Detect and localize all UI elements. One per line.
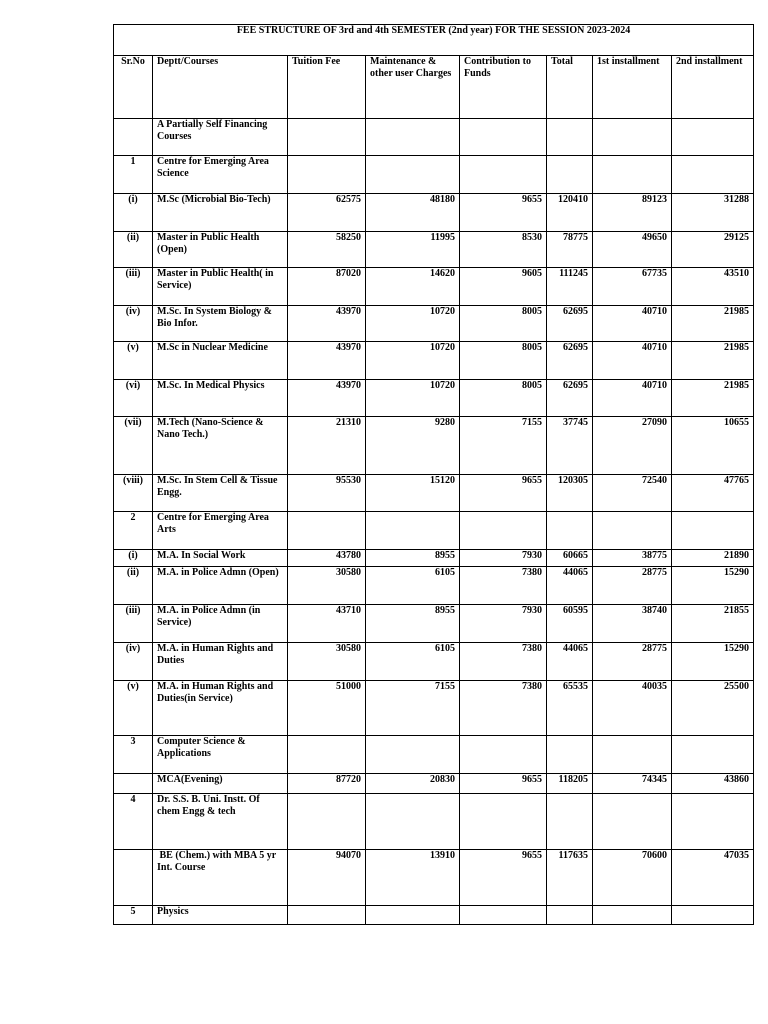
maintenance-cell: 6105 xyxy=(366,567,460,605)
table-row xyxy=(114,681,754,736)
tuition-fee-cell: 30580 xyxy=(288,567,366,605)
second-installment-cell: 21855 xyxy=(672,605,754,643)
maintenance-cell xyxy=(366,794,460,850)
second-installment-cell: 21985 xyxy=(672,342,754,380)
sr-no-cell xyxy=(114,850,153,906)
course-cell: Centre for Emerging Area Arts xyxy=(153,512,288,550)
tuition-fee-cell: 94070 xyxy=(288,850,366,906)
tuition-fee-cell: 43710 xyxy=(288,605,366,643)
tuition-fee-cell: 43780 xyxy=(288,550,366,567)
contribution-cell: 7380 xyxy=(460,567,547,605)
maintenance-cell: 48180 xyxy=(366,194,460,232)
sr-no-cell: (iii) xyxy=(114,605,153,643)
second-installment-cell: 21985 xyxy=(672,380,754,417)
course-cell: M.Sc. In System Biology & Bio Infor. xyxy=(153,306,288,342)
maintenance-cell xyxy=(366,512,460,550)
table-row xyxy=(114,605,754,643)
maintenance-cell: 13910 xyxy=(366,850,460,906)
title-row xyxy=(114,25,754,56)
total-cell: 62695 xyxy=(547,380,593,417)
second-installment-cell: 31288 xyxy=(672,194,754,232)
tuition-fee-cell: 43970 xyxy=(288,306,366,342)
second-installment-cell xyxy=(672,512,754,550)
tuition-fee-cell xyxy=(288,906,366,925)
first-installment-cell xyxy=(593,512,672,550)
total-cell: 78775 xyxy=(547,232,593,268)
total-cell: 60665 xyxy=(547,550,593,567)
table-row xyxy=(114,119,754,156)
table-row xyxy=(114,643,754,681)
table-row xyxy=(114,380,754,417)
table-row xyxy=(114,550,754,567)
sr-no-cell: 2 xyxy=(114,512,153,550)
total-cell: 120305 xyxy=(547,475,593,512)
table-row xyxy=(114,342,754,380)
course-cell: M.A. in Human Rights and Duties xyxy=(153,643,288,681)
total-cell: 120410 xyxy=(547,194,593,232)
second-installment-cell: 15290 xyxy=(672,643,754,681)
total-cell: 44065 xyxy=(547,567,593,605)
header-1st-installment: 1st installment xyxy=(593,56,672,119)
second-installment-cell: 15290 xyxy=(672,567,754,605)
first-installment-cell: 74345 xyxy=(593,774,672,794)
table-row xyxy=(114,567,754,605)
table-row xyxy=(114,794,754,850)
contribution-cell: 7930 xyxy=(460,605,547,643)
contribution-cell: 8005 xyxy=(460,380,547,417)
tuition-fee-cell: 43970 xyxy=(288,380,366,417)
maintenance-cell: 20830 xyxy=(366,774,460,794)
table-title: FEE STRUCTURE OF 3rd and 4th SEMESTER (2nd year) FOR THE SESSION 2023-2024 xyxy=(114,25,754,56)
first-installment-cell xyxy=(593,906,672,925)
course-cell: Master in Public Health (Open) xyxy=(153,232,288,268)
table-row xyxy=(114,736,754,774)
course-cell: Centre for Emerging Area Science xyxy=(153,156,288,194)
sr-no-cell xyxy=(114,119,153,156)
table-row xyxy=(114,475,754,512)
first-installment-cell: 28775 xyxy=(593,643,672,681)
sr-no-cell: (iv) xyxy=(114,643,153,681)
second-installment-cell: 10655 xyxy=(672,417,754,475)
contribution-cell xyxy=(460,156,547,194)
first-installment-cell: 38775 xyxy=(593,550,672,567)
contribution-cell xyxy=(460,794,547,850)
table-row xyxy=(114,850,754,906)
tuition-fee-cell xyxy=(288,736,366,774)
maintenance-cell: 8955 xyxy=(366,605,460,643)
header-total: Total xyxy=(547,56,593,119)
tuition-fee-cell: 62575 xyxy=(288,194,366,232)
second-installment-cell: 47035 xyxy=(672,850,754,906)
sr-no-cell: (v) xyxy=(114,681,153,736)
second-installment-cell: 25500 xyxy=(672,681,754,736)
tuition-fee-cell xyxy=(288,512,366,550)
maintenance-cell: 6105 xyxy=(366,643,460,681)
sr-no-cell: 4 xyxy=(114,794,153,850)
sr-no-cell: (ii) xyxy=(114,567,153,605)
sr-no-cell: (iv) xyxy=(114,306,153,342)
total-cell: 62695 xyxy=(547,342,593,380)
sr-no-cell: (i) xyxy=(114,550,153,567)
course-cell: M.Sc. In Medical Physics xyxy=(153,380,288,417)
total-cell: 44065 xyxy=(547,643,593,681)
sr-no-cell: 1 xyxy=(114,156,153,194)
first-installment-cell: 38740 xyxy=(593,605,672,643)
total-cell xyxy=(547,119,593,156)
contribution-cell: 9655 xyxy=(460,774,547,794)
maintenance-cell: 11995 xyxy=(366,232,460,268)
second-installment-cell: 21985 xyxy=(672,306,754,342)
table-row xyxy=(114,306,754,342)
contribution-cell: 9655 xyxy=(460,194,547,232)
total-cell xyxy=(547,736,593,774)
table-row xyxy=(114,232,754,268)
table-row xyxy=(114,774,754,794)
maintenance-cell: 8955 xyxy=(366,550,460,567)
course-cell: M.Tech (Nano-Science & Nano Tech.) xyxy=(153,417,288,475)
first-installment-cell xyxy=(593,156,672,194)
total-cell xyxy=(547,512,593,550)
maintenance-cell: 7155 xyxy=(366,681,460,736)
contribution-cell xyxy=(460,906,547,925)
sr-no-cell: (i) xyxy=(114,194,153,232)
contribution-cell: 9605 xyxy=(460,268,547,306)
table-body xyxy=(114,119,754,925)
first-installment-cell: 40035 xyxy=(593,681,672,736)
contribution-cell: 9655 xyxy=(460,850,547,906)
sr-no-cell xyxy=(114,774,153,794)
first-installment-cell xyxy=(593,794,672,850)
first-installment-cell: 40710 xyxy=(593,342,672,380)
header-sr-no: Sr.No xyxy=(114,56,153,119)
contribution-cell: 8005 xyxy=(460,306,547,342)
contribution-cell: 7155 xyxy=(460,417,547,475)
tuition-fee-cell: 51000 xyxy=(288,681,366,736)
course-cell: M.A. In Social Work xyxy=(153,550,288,567)
second-installment-cell xyxy=(672,156,754,194)
first-installment-cell: 72540 xyxy=(593,475,672,512)
first-installment-cell xyxy=(593,119,672,156)
tuition-fee-cell: 87720 xyxy=(288,774,366,794)
course-cell: M.Sc in Nuclear Medicine xyxy=(153,342,288,380)
contribution-cell: 7380 xyxy=(460,643,547,681)
contribution-cell: 8530 xyxy=(460,232,547,268)
table-row xyxy=(114,906,754,925)
tuition-fee-cell: 43970 xyxy=(288,342,366,380)
maintenance-cell: 15120 xyxy=(366,475,460,512)
contribution-cell xyxy=(460,119,547,156)
tuition-fee-cell xyxy=(288,794,366,850)
course-cell: Master in Public Health( in Service) xyxy=(153,268,288,306)
total-cell xyxy=(547,794,593,850)
maintenance-cell xyxy=(366,736,460,774)
first-installment-cell: 27090 xyxy=(593,417,672,475)
maintenance-cell xyxy=(366,906,460,925)
maintenance-cell xyxy=(366,156,460,194)
second-installment-cell: 47765 xyxy=(672,475,754,512)
maintenance-cell: 9280 xyxy=(366,417,460,475)
course-cell: M.A. in Police Admn (in Service) xyxy=(153,605,288,643)
course-cell: Computer Science & Applications xyxy=(153,736,288,774)
course-cell: A Partially Self Financing Courses xyxy=(153,119,288,156)
maintenance-cell: 10720 xyxy=(366,342,460,380)
maintenance-cell: 14620 xyxy=(366,268,460,306)
sr-no-cell: (iii) xyxy=(114,268,153,306)
table-row xyxy=(114,512,754,550)
course-cell: Dr. S.S. B. Uni. Instt. Of chem Engg & tech xyxy=(153,794,288,850)
maintenance-cell: 10720 xyxy=(366,306,460,342)
first-installment-cell: 67735 xyxy=(593,268,672,306)
second-installment-cell xyxy=(672,906,754,925)
tuition-fee-cell: 58250 xyxy=(288,232,366,268)
second-installment-cell: 43510 xyxy=(672,268,754,306)
tuition-fee-cell xyxy=(288,156,366,194)
header-tuition-fee: Tuition Fee xyxy=(288,56,366,119)
first-installment-cell: 49650 xyxy=(593,232,672,268)
second-installment-cell: 21890 xyxy=(672,550,754,567)
contribution-cell xyxy=(460,736,547,774)
first-installment-cell: 89123 xyxy=(593,194,672,232)
contribution-cell: 7930 xyxy=(460,550,547,567)
second-installment-cell xyxy=(672,736,754,774)
course-cell: M.Sc (Microbial Bio-Tech) xyxy=(153,194,288,232)
tuition-fee-cell: 95530 xyxy=(288,475,366,512)
sr-no-cell: 3 xyxy=(114,736,153,774)
tuition-fee-cell: 30580 xyxy=(288,643,366,681)
contribution-cell: 9655 xyxy=(460,475,547,512)
table-row xyxy=(114,156,754,194)
header-row xyxy=(114,56,754,119)
first-installment-cell: 40710 xyxy=(593,380,672,417)
total-cell: 111245 xyxy=(547,268,593,306)
total-cell xyxy=(547,156,593,194)
second-installment-cell xyxy=(672,119,754,156)
header-courses: Deptt/Courses xyxy=(153,56,288,119)
header-maintenance: Maintenance & other user Charges xyxy=(366,56,460,119)
course-cell: M.A. in Human Rights and Duties(in Service) xyxy=(153,681,288,736)
maintenance-cell: 10720 xyxy=(366,380,460,417)
first-installment-cell xyxy=(593,736,672,774)
first-installment-cell: 28775 xyxy=(593,567,672,605)
total-cell: 117635 xyxy=(547,850,593,906)
sr-no-cell: (vii) xyxy=(114,417,153,475)
second-installment-cell: 29125 xyxy=(672,232,754,268)
contribution-cell: 8005 xyxy=(460,342,547,380)
sr-no-cell: (viii) xyxy=(114,475,153,512)
tuition-fee-cell xyxy=(288,119,366,156)
contribution-cell: 7380 xyxy=(460,681,547,736)
header-contribution: Contribution to Funds xyxy=(460,56,547,119)
course-cell: BE (Chem.) with MBA 5 yr Int. Course xyxy=(153,850,288,906)
total-cell: 62695 xyxy=(547,306,593,342)
total-cell: 65535 xyxy=(547,681,593,736)
contribution-cell xyxy=(460,512,547,550)
total-cell: 37745 xyxy=(547,417,593,475)
tuition-fee-cell: 21310 xyxy=(288,417,366,475)
fee-structure-table xyxy=(113,24,754,925)
first-installment-cell: 40710 xyxy=(593,306,672,342)
first-installment-cell: 70600 xyxy=(593,850,672,906)
table-row xyxy=(114,194,754,232)
header-2nd-installment: 2nd installment xyxy=(672,56,754,119)
maintenance-cell xyxy=(366,119,460,156)
total-cell: 60595 xyxy=(547,605,593,643)
total-cell: 118205 xyxy=(547,774,593,794)
table-row xyxy=(114,417,754,475)
course-cell: Physics xyxy=(153,906,288,925)
course-cell: M.Sc. In Stem Cell & Tissue Engg. xyxy=(153,475,288,512)
sr-no-cell: 5 xyxy=(114,906,153,925)
course-cell: MCA(Evening) xyxy=(153,774,288,794)
second-installment-cell xyxy=(672,794,754,850)
total-cell xyxy=(547,906,593,925)
sr-no-cell: (v) xyxy=(114,342,153,380)
sr-no-cell: (ii) xyxy=(114,232,153,268)
sr-no-cell: (vi) xyxy=(114,380,153,417)
tuition-fee-cell: 87020 xyxy=(288,268,366,306)
course-cell: M.A. in Police Admn (Open) xyxy=(153,567,288,605)
second-installment-cell: 43860 xyxy=(672,774,754,794)
table-row xyxy=(114,268,754,306)
